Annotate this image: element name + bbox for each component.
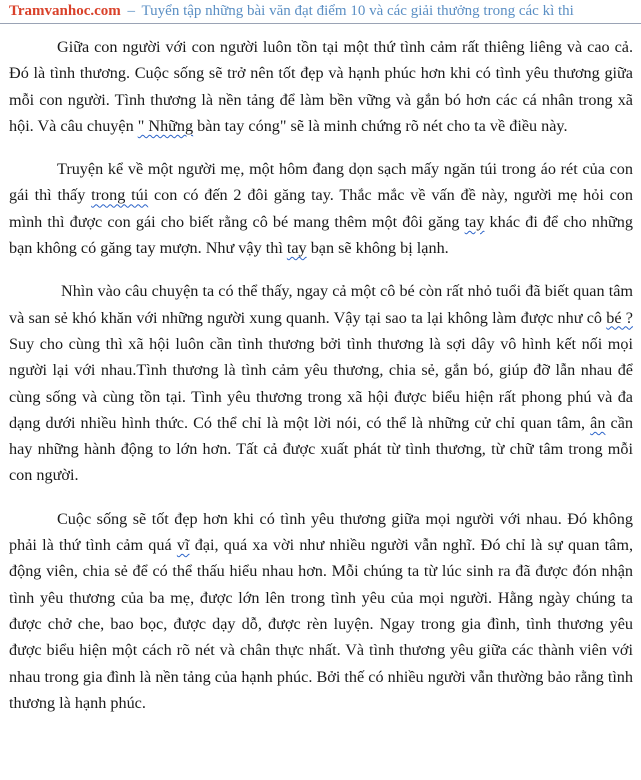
spellcheck-flagged-text: ân (590, 413, 606, 432)
spellcheck-flagged-text: " Những (137, 116, 194, 135)
paragraph-text-run: Cuộc sống sẽ tốt đẹp hơn khi có tình yêu thương giữa mọi người với nhau. Đó không phải là thứ tình cảm quá (9, 509, 633, 555)
essay-body (9, 34, 633, 733)
paragraph-text-run: khác đi để cho những bạn không có găng tay mượn. Như vậy thì (9, 212, 633, 258)
essay-paragraph-3 (9, 278, 633, 488)
paragraph-text-run: Giữa con người với con người luôn tồn tại một thứ tình cảm rất thiêng liêng và cao cả. Đó là tình thương. Cuộc sống sẽ trở nên tốt đẹp và hạnh phúc hơn khi có tình yêu thương giữa mỗi con người. Tình thương là nền tảng để làm bền vững và gắn bó hơn các cá nhân trong xã hội. Và câu chuyện (9, 38, 633, 135)
spellcheck-flagged-text: vĩ (176, 536, 190, 555)
paragraph-text-run: bạn sẽ không bị lạnh. (306, 239, 449, 258)
spellcheck-flagged-text: tay (464, 212, 485, 231)
header-separator: – (127, 3, 136, 19)
paragraph-text-run: Nhìn vào câu chuyện ta có thể thấy, ngay cả một cô bé còn rất nhỏ tuổi đã biết quan tâm và san sẻ khó khăn với những người xung quanh. Vậy tại sao ta lại không làm được như cô (9, 282, 633, 327)
site-name-link[interactable]: Tramvanhoc.com (9, 3, 121, 19)
page-header (0, 0, 641, 24)
paragraph-text-run: bàn tay cóng" sẽ là minh chứng rõ nét cho ta về điều này. (193, 116, 568, 135)
header-title: Tuyển tập những bài văn đạt điểm 10 và các giải thưởng trong các kì thi (141, 3, 574, 19)
essay-paragraph-4 (9, 506, 633, 716)
paragraph-text-run: Suy cho cùng thì xã hội luôn cần tình thương bởi tình thương là sợi dây vô hình kết nối mọi người lại với nhau.Tình thương là tình cảm yêu thương, chia sẻ, gắn bó, giúp đỡ lẫn nhau để cùng sống và cùng tồn tại. Tình yêu thương trong xã hội được biểu hiện rất phong phú và đa dạng dưới nhiều hình thức. Có thể chỉ là một lời nói, có thể là những cử chỉ quan tâm, (9, 334, 633, 432)
paragraph-text-run: đại, quá xa vời như nhiều người vẫn nghĩ. Đó chỉ là sự quan tâm, động viên, chia sẻ để có thể thấu hiểu nhau hơn. Mỗi chúng ta từ lúc sinh ra đã được đón nhận tình yêu thương của ba mẹ, được lớn lên trong tình yêu của mọi người. Hằng ngày chúng ta được chở che, bao bọc, được dạy dỗ, được rèn luyện. Ngay trong gia đình, tình thương yêu được biểu hiện một cách rõ nét và chân thực nhất. Và tình thương yêu giữa các thành viên với nhau trong gia đình là nền tảng của hạnh phúc. Bởi thế có nhiều người vẫn thường bảo rằng tình thương là hạnh phúc. (9, 536, 633, 712)
spellcheck-flagged-text: trong túi (91, 186, 149, 205)
essay-paragraph-2 (9, 156, 633, 261)
essay-paragraph-1 (9, 34, 633, 139)
spellcheck-flagged-text: bé ? (606, 308, 633, 327)
paragraph-text-run: Truyện kể về một người mẹ, một hôm đang dọn sạch mấy ngăn túi trong áo rét của con gái thì thấy (9, 160, 633, 205)
spellcheck-flagged-text: tay (286, 239, 307, 258)
paragraph-text-run: cần hay những hành động to lớn hơn. Tất cả được xuất phát từ tình thương, từ chữ tâm trong mỗi con người. (9, 413, 633, 485)
paragraph-text-run: con có đến 2 đôi găng tay. Thắc mắc về vấn đề này, người mẹ hỏi con mình thì được con gái cho biết rằng cô bé mang thêm một đôi găng (9, 186, 633, 231)
